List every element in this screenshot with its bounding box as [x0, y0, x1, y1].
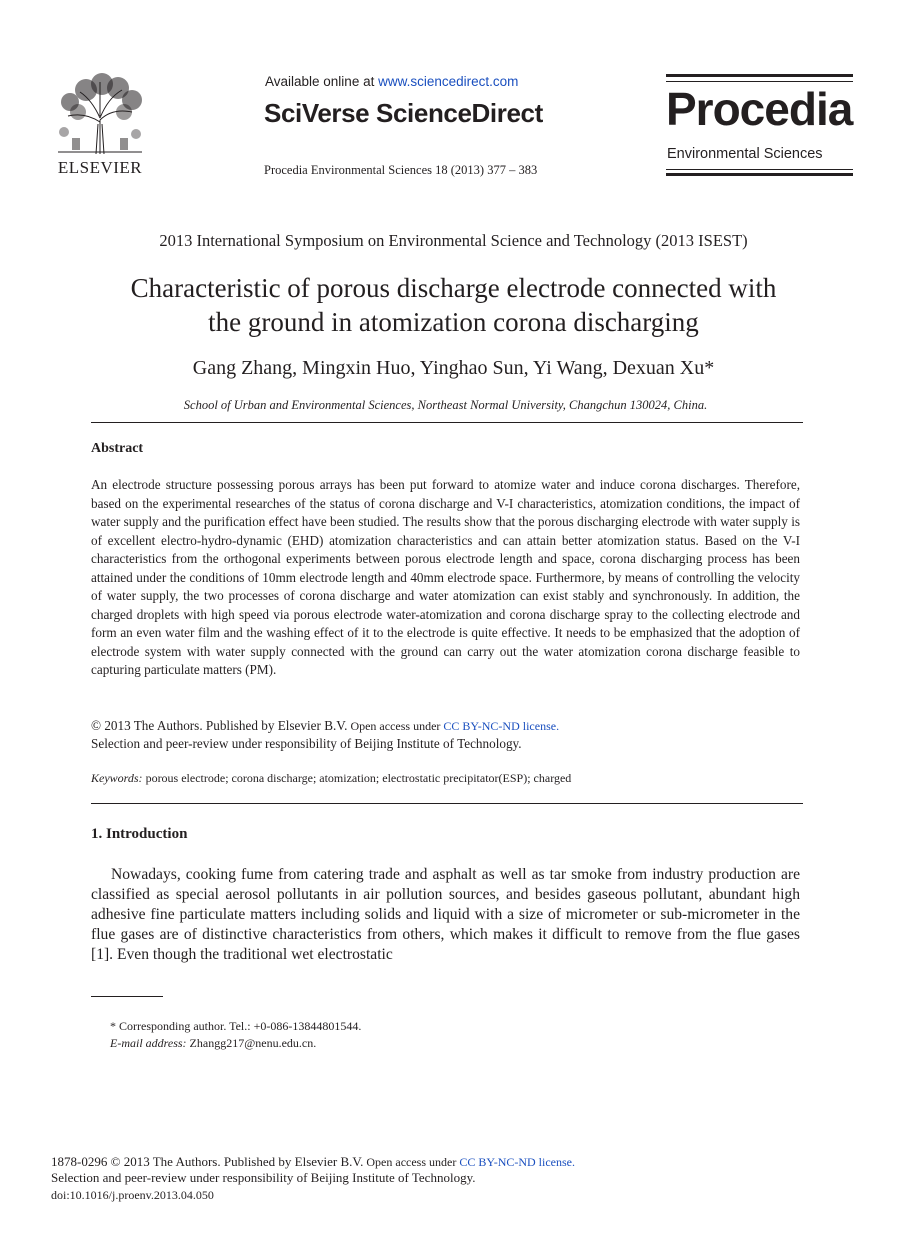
introduction-text: Nowadays, cooking fume from catering trade and asphalt as well as tar smoke from industry production are classified as special aerosol pollutants in air pollution sources, and besides gaseous pollutant, abundant high adhesive fine particulate matters including solids and liquid with a size of micrometer or sub-micrometer in the flue gases are of distinctive characteristics from others, which makes it difficult to remove from the flue gases [1]. Even though the traditional wet electrostatic [91, 866, 800, 963]
footer-license-link[interactable]: CC BY-NC-ND license. [459, 1155, 576, 1169]
brand-rule-bottom [666, 173, 853, 176]
copyright-text: © 2013 The Authors. Published by Elsevier B.V. [91, 718, 348, 733]
brand-rule-top [666, 74, 853, 77]
copyright-line [91, 717, 559, 735]
author-list: Gang Zhang, Mingxin Huo, Yinghao Sun, Yi Wang, Dexuan Xu* [192, 357, 715, 379]
footer-doi[interactable]: doi:10.1016/j.proenv.2013.04.050 [51, 1188, 214, 1202]
journal-citation: Procedia Environmental Sciences 18 (2013) 377 – 383 [264, 163, 538, 177]
email-address: Zhangg217@nenu.edu.cn. [186, 1036, 317, 1050]
keywords-label: Keywords: [91, 771, 143, 785]
journal-brand-box [666, 74, 853, 176]
open-access-text: Open access under [347, 719, 444, 733]
elsevier-wordmark: ELSEVIER [57, 158, 143, 177]
affiliation: School of Urban and Environmental Sciences, Northeast Normal University, Changchun 130024, China. [183, 398, 708, 412]
journal-brand-subtitle: Environmental Sciences [667, 146, 823, 162]
section-heading-introduction: 1. Introduction [91, 826, 188, 842]
brand-rule-top-thin [666, 81, 853, 82]
abstract-heading: Abstract [91, 441, 144, 456]
article-title [60, 271, 847, 339]
brand-rule-bottom-thin [666, 169, 853, 170]
abstract-text: An electrode structure possessing porous arrays has been put forward to atomize water and induce corona discharges. Therefore, based on the experimental researches of the status of corona discharge and V-I characteristics, atomization conditions, the impact of water supply and the purification effect have been studied. The results show that the porous discharging electrode with water supply is of excellent electro-hydro-dynamic (EHD) atomization characteristics and can attain better atomization status. Based on the V-I characteristics from the orthogonal experiments between porous electrode length and space, corona discharging process has been attained under the conditions of 10mm electrode length and 40mm electrode space. Furthermore, by means of controlling the velocity of water supply, the two processes of corona discharge and water atomization can exist stably and synchronously. In addition, the charged droplets with high speed via porous electrode water-atomization and corona discharge spray to the collecting electrode and form an even water film and the washing effect of it to the electrode is quite effective. It needs to be emphasized that the adoption of electrode system with water supply connected with the ground can carry out the water atomization corona discharge feasible to capturing particulate matters (PM). [91, 477, 800, 677]
footer-copyright [51, 1154, 575, 1170]
sciencedirect-link[interactable]: www.sciencedirect.com [378, 74, 519, 89]
elsevier-tree-icon [50, 72, 150, 156]
footnote-rule [91, 996, 163, 997]
divider-bottom [91, 803, 803, 804]
elsevier-logo [50, 72, 150, 178]
platform-name: SciVerse ScienceDirect [264, 98, 543, 128]
keywords-list: porous electrode; corona discharge; atomization; electrostatic precipitator(ESP); charged [142, 771, 572, 785]
copyright-block [91, 717, 559, 752]
footer-open-access: Open access under [363, 1155, 460, 1169]
email-footnote [110, 1036, 316, 1051]
journal-brand: Procedia [666, 83, 853, 135]
available-online [265, 74, 518, 89]
divider-top [91, 422, 803, 423]
email-label: E-mail address: [110, 1036, 187, 1050]
available-online-label: Available online at [265, 74, 379, 89]
peer-review-line: Selection and peer-review under responsibility of Beijing Institute of Technology. [91, 736, 522, 751]
article-title-line-2: the ground in atomization corona discharging [208, 307, 699, 337]
keywords [91, 771, 571, 786]
footer-peer-review: Selection and peer-review under responsibility of Beijing Institute of Technology. [51, 1170, 476, 1185]
footer-issn-copyright: 1878-0296 © 2013 The Authors. Published by Elsevier B.V. [51, 1154, 364, 1169]
article-title-line-1: Characteristic of porous discharge electrode connected with [130, 273, 777, 303]
license-link[interactable]: CC BY-NC-ND license. [443, 719, 560, 733]
corresponding-author: * Corresponding author. Tel.: +0-086-13844801544. [110, 1019, 362, 1033]
symposium-name: 2013 International Symposium on Environmental Science and Technology (2013 ISEST) [159, 231, 748, 250]
